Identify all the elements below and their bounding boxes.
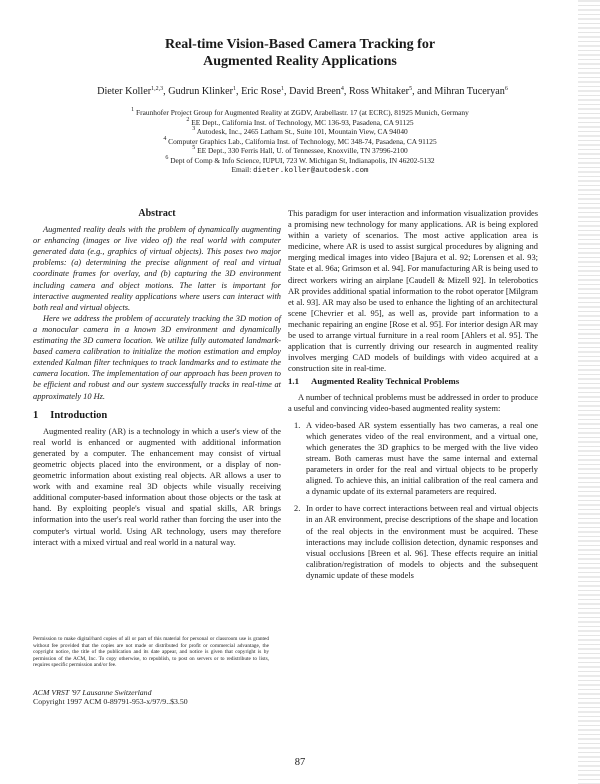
email-label: Email: (231, 165, 252, 174)
affiliation-text: Fraunhofer Project Group for Augmented Reality at ZGDV, Arabellastr. 17 (at ECRC), 81925 Munich, Germany (134, 108, 469, 117)
copyright-notice: Permission to make digital/hard copies of all or part of this material for personal or classroom use is granted without fee provided that the copies are not made or distributed for profit or commercial advantage, the copyright notice, the title of the publication and its date appear, and notice is given that copyright is by permission of the ACM, Inc. To copy otherwise, to republish, to post on servers or to redistribute to lists, requires specific permission and/or fee. (33, 636, 269, 669)
author-name: David Breen (289, 86, 341, 97)
affiliation-list (40, 108, 560, 165)
conference-info (33, 688, 273, 706)
abstract-body (33, 224, 281, 402)
subsection-intro: A number of technical problems must be addressed in order to produce a useful and convincing video-based augmented reality system: (288, 392, 538, 413)
subsection-heading (288, 376, 538, 387)
conference-venue: ACM VRST '97 Lausanne Switzerland (33, 688, 152, 697)
affiliation-text: EE Dept., California Inst. of Technology, MC 136-93, Pasadena, CA 91125 (189, 117, 414, 127)
email-address[interactable]: dieter.koller@autodesk.com (253, 167, 369, 175)
author-name: Ross Whitaker (348, 86, 410, 97)
list-item (288, 420, 538, 498)
author-affiliation-mark: 4 (340, 86, 344, 92)
affiliation-line (40, 146, 560, 156)
section-title: Introduction (50, 409, 108, 421)
author-affiliation-mark: 1 (281, 86, 284, 92)
scan-edge (578, 0, 600, 784)
author-separator: , (343, 86, 349, 97)
list-item-text: A video-based AR system essentially has two cameras, a real one which generates video of the real environment, and a virtual one, which generates the 3D graphics to be merged with the live video stream. Both cameras must have the same internal and external parameters in order for the real and virtual objects to be properly aligned. To achieve this, an initial calibration of the real camera and a dynamic update of its external parameters are required. (306, 420, 538, 497)
affiliation-line (40, 118, 560, 128)
paper-title-line-2: Augmented Reality Applications (203, 54, 397, 69)
author-separator: , (236, 86, 242, 97)
author-separator: , (163, 86, 169, 97)
affiliation-line (40, 108, 560, 118)
author-separator: , and (412, 86, 435, 97)
author-list (20, 85, 585, 98)
abstract-heading: Abstract (138, 208, 176, 219)
affiliation-line (40, 137, 560, 147)
list-item (288, 503, 538, 581)
intro-paragraph: Augmented reality (AR) is a technology in which a user's view of the real world is enhanced or augmented with additional information generated by a computer. The enhancement may consist of virtual geometric objects placed into the environment, or a display of non-geometric information about existing real objects. AR allows a user to work with and examine real 3D objects while visually receiving additional computer-based information about those objects or the task at hand. By exploiting people's visual and spatial skills, AR brings information into the user's real world rather than forcing the user into the computer's virtual world. Using AR technology, users may therefore interact with a mixed virtual and real world in a natural way. (33, 426, 281, 547)
author-affiliation-mark: 1,2,3 (151, 86, 164, 92)
affiliation-mark: 3 (192, 126, 196, 132)
affiliations (40, 108, 560, 177)
subsection-number: 1.1 (288, 376, 299, 387)
affiliation-text: Dept of Comp & Info Science, IUPUI, 723 W. Michigan St, Indianapolis, IN 46202-5132 (168, 155, 435, 165)
affiliation-mark: 5 (192, 145, 196, 151)
affiliation-text: EE Dept., 330 Ferris Hall, U. of Tennessee, Knoxville, TN 37996-2100 (195, 146, 408, 155)
affiliation-text: Computer Graphics Lab., California Inst. of Technology, MC 348-74, Pasadena, CA 91125 (166, 136, 437, 146)
author-affiliation-mark: 1 (233, 86, 237, 92)
right-column (288, 208, 538, 581)
conference-copyright: Copyright 1997 ACM 0-89791-953-x/97/9..$3.50 (33, 697, 188, 706)
affiliation-line (40, 156, 560, 166)
right-paragraph: This paradigm for user interaction and information visualization provides a promising new technology for many applications. AR is being explored within a variety of scenarios. The most active application area is medicine, where AR is used to assist surgical procedures by aligning and merging medical images into video [Bajura et al. 92; Lorensen et al. 93; State et al. 96a; Grimson et al. 94]. For manufacturing AR is being used to direct workers wiring an airplane [Caudell & Mizell 92]. In telerobotics AR provides additional spatial information to the robot operator [Milgram et al. 93]. AR may also be used to enhance the lighting of an architectural scene [Chevrier et al. 95], as well as, provide part information to a mechanic repairing an engine [Rose et al. 95]. For interior design AR may be used to arrange virtual furniture in a real room [Ahlers et al. 95]. The application that is currently driving our research in augmented reality involves merging CAD models of buildings with video acquired at a construction site in real-time. (288, 209, 538, 374)
section-number: 1 (33, 409, 39, 421)
author-name: Mihran Tuceryan (434, 86, 505, 97)
affiliation-mark: 4 (163, 135, 167, 142)
abstract-paragraph-1: Augmented reality deals with the problem of dynamically augmenting or enhancing (images or live video of) the real world with computer generated data (e.g., graphics of virtual objects). This poses two major problems: (a) determining the precise alignment of real and virtual coordinate frames for overlay, and (b) capturing the 3D environment including camera and object motions. The latter is important for interactive augmented reality applications where users can interact with both real and virtual objects. (33, 225, 281, 312)
email-line (40, 165, 560, 177)
affiliation-mark: 6 (165, 154, 169, 161)
affiliation-mark: 1 (131, 107, 135, 113)
author-separator: , (284, 86, 290, 97)
list-item-text: In order to have correct interactions between real and virtual objects in an AR environment, precise descriptions of the shape and location of the real objects in the environment must be acquired. These interactions may include collision detection, dynamic responses and visual occlusions [Breen et al. 96]. These effects require an initial calibration/registration of models to objects and the subsequent dynamic update of these models (306, 504, 538, 580)
author-affiliation-mark: 6 (504, 86, 508, 92)
subsection-title: Augmented Reality Technical Problems (311, 376, 460, 387)
author-affiliation-mark: 5 (409, 86, 413, 92)
author-name: Gudrun Klinker (168, 86, 234, 97)
author-name: Dieter Koller (97, 86, 152, 97)
list-item-number: 1. (294, 420, 301, 430)
abstract-paragraph-2: Here we address the problem of accurately tracking the 3D motion of a monocular camera in a known 3D environment and dynamically estimating the 3D camera location. We utilize fully automated landmark-based camera calibration to initialize the motion estimation and employ extended Kalman filter techniques to track landmarks and to estimate the camera location. The implementation of our approach has been proven to be efficient and robust and our system successfully tracks in real-time at approximately 10 Hz. (33, 313, 281, 401)
affiliation-mark: 2 (186, 116, 190, 123)
page-number: 87 (294, 757, 306, 768)
list-item-number: 2. (294, 504, 301, 514)
affiliation-text: Autodesk, Inc., 2465 Latham St., Suite 101, Mountain View, CA 94040 (195, 127, 408, 136)
left-column (33, 208, 281, 548)
affiliation-line (40, 127, 560, 137)
paper-title-line-1: Real-time Vision-Based Camera Tracking for (164, 37, 436, 52)
section-heading-introduction (33, 410, 281, 421)
author-name: Eric Rose (241, 86, 281, 97)
